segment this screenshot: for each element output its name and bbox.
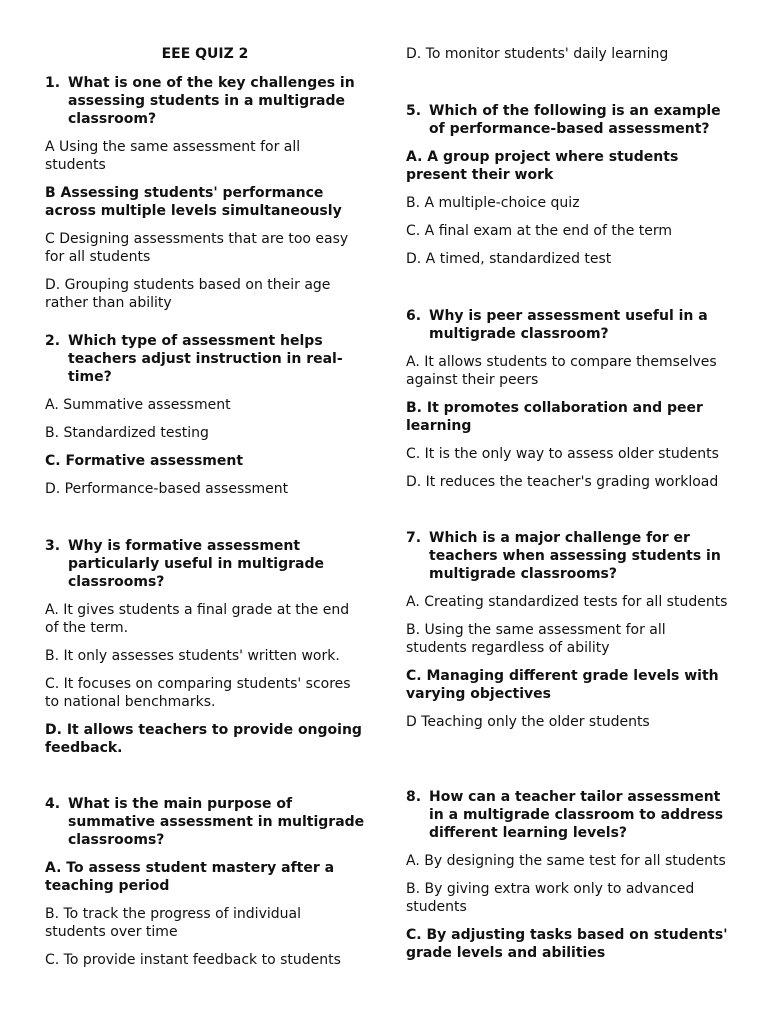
answer-option: C. To provide instant feedback to students [45,952,341,968]
answer-option-correct: B. It promotes collaboration and peer learning [406,400,703,434]
answer-option: A. It allows students to compare themselves against their peers [406,354,717,388]
answer-option: D. Grouping students based on their age rather than ability [45,277,331,311]
question-text: Which of the following is an example of performance-based assessment? [429,103,721,137]
answer-option: B. A multiple-choice quiz [406,195,580,211]
question-heading [406,307,728,343]
continued-option: D. To monitor students' daily learning [406,46,669,62]
question-text: How can a teacher tailor assessment in a multigrade classroom to address different learning levels? [429,789,724,841]
question-number: 8. [406,789,422,805]
answer-option: B. It only assesses students' written work. [45,648,340,664]
question-text: What is the main purpose of summative assessment in multigrade classrooms? [68,796,365,848]
question-block [45,795,365,979]
question-block [406,102,728,278]
answer-option: C. It focuses on comparing students' scores to national benchmarks. [45,676,351,710]
question-heading [406,102,728,138]
question-block [45,537,365,767]
answer-option: A. Creating standardized tests for all students [406,594,728,610]
answer-option: B. By giving extra work only to advanced students [406,881,695,915]
answer-option: C Designing assessments that are too easy for all students [45,231,349,265]
question-number: 5. [406,103,422,119]
answer-option: A. By designing the same test for all students [406,853,726,869]
answer-option-correct: A. To assess student mastery after a teaching period [45,860,335,894]
question-number: 4. [45,796,61,812]
quiz-title: EEE QUIZ 2 [161,46,249,62]
question-block [406,529,728,741]
answer-option: D Teaching only the older students [406,714,650,730]
question-heading [45,537,365,591]
question-number: 3. [45,538,61,554]
question-text: Why is peer assessment useful in a multigrade classroom? [429,308,708,342]
answer-option: A Using the same assessment for all students [45,139,301,173]
question-text: Which is a major challenge for er teachers when assessing students in multigrade classrooms? [429,530,721,582]
question-heading [45,332,365,386]
answer-option-correct: C. By adjusting tasks based on students' grade levels and abilities [406,927,728,961]
answer-option: A. It gives students a final grade at the end of the term. [45,602,350,636]
question-text: Which type of assessment helps teachers adjust instruction in real-time? [68,333,343,385]
answer-option: B. Standardized testing [45,425,209,441]
answer-option: C. It is the only way to assess older students [406,446,719,462]
question-number: 1. [45,75,61,91]
question-block [406,788,728,972]
question-heading [406,529,728,583]
answer-option-correct: C. Managing different grade levels with varying objectives [406,668,719,702]
answer-option: D. A timed, standardized test [406,251,612,267]
answer-option: B. Using the same assessment for all students regardless of ability [406,622,666,656]
question-heading [45,795,365,849]
answer-option-correct: D. It allows teachers to provide ongoing feedback. [45,722,362,756]
question-text: What is one of the key challenges in assessing students in a multigrade classroom? [68,75,355,127]
question-number: 6. [406,308,422,324]
question-number: 2. [45,333,61,349]
question-block [45,332,365,508]
answer-option: C. A final exam at the end of the term [406,223,673,239]
question-block [45,74,365,322]
answer-option: D. Performance-based assessment [45,481,289,497]
question-text: Why is formative assessment particularly useful in multigrade classrooms? [68,538,324,590]
answer-option-correct: C. Formative assessment [45,453,244,469]
answer-option-correct: B Assessing students' performance across multiple levels simultaneously [45,185,342,219]
question-block [406,307,728,501]
answer-option: A. Summative assessment [45,397,231,413]
question-number: 7. [406,530,422,546]
question-heading [406,788,728,842]
answer-option: D. It reduces the teacher's grading workload [406,474,719,490]
question-heading [45,74,365,128]
answer-option: B. To track the progress of individual students over time [45,906,301,940]
answer-option-correct: A. A group project where students present their work [406,149,679,183]
